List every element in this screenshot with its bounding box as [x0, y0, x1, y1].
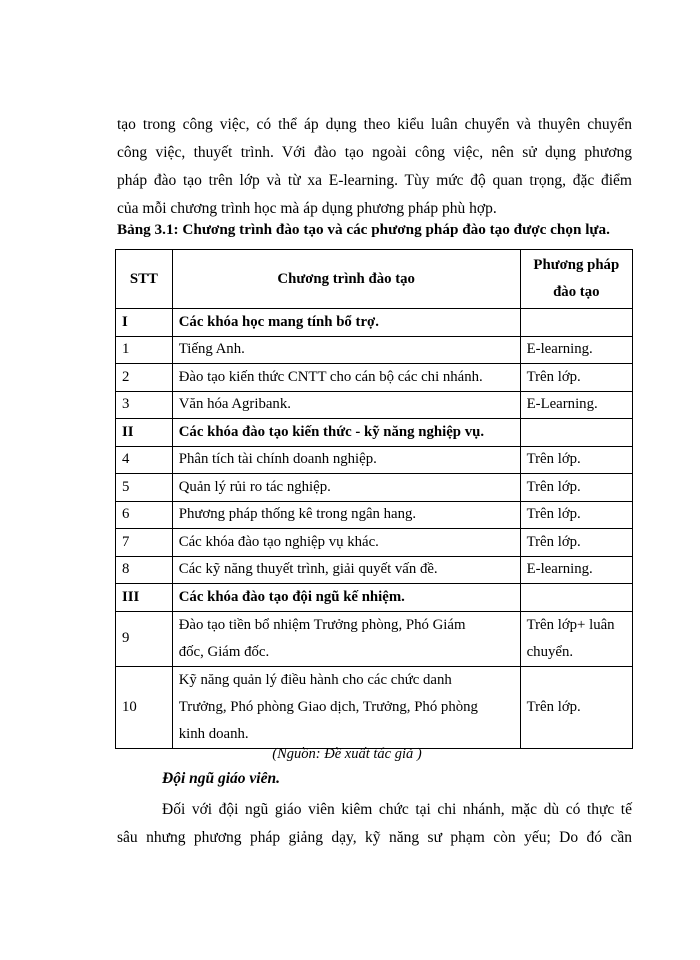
cell-method: Trên lớp.	[520, 666, 632, 748]
source-note: (Nguồn: Đề xuất tác giả )	[272, 746, 422, 762]
cell-program-line: đốc, Giám đốc.	[178, 643, 270, 660]
cell-stt: I	[116, 309, 173, 337]
body-line: sâu nhưng phương pháp giảng dạy, kỹ năng sư phạm còn yếu; Do đó cần	[117, 829, 632, 846]
intro-line: pháp đào tạo trên lớp và từ xa E-learning. Tùy mức độ quan trọng, đặc điểm	[117, 172, 632, 189]
table-row	[116, 364, 633, 392]
table-row	[116, 556, 633, 584]
cell-stt: 2	[116, 364, 173, 392]
cell-stt: 4	[116, 446, 173, 474]
cell-method: Trên lớp.	[520, 364, 632, 392]
cell-program-line: kinh doanh.	[178, 725, 249, 742]
body-line: Đối với đội ngũ giáo viên kiêm chức tại chi nhánh, mặc dù có thực tế	[162, 801, 632, 818]
intro-line: tạo trong công việc, có thể áp dụng theo kiểu luân chuyển và thuyên chuyển	[117, 116, 632, 133]
cell-stt: 7	[116, 529, 173, 557]
cell-stt: 10	[116, 666, 173, 748]
header-method-line: đào tạo	[553, 284, 600, 300]
cell-program	[172, 611, 520, 666]
table-caption: Bảng 3.1: Chương trình đào tạo và các phương pháp đào tạo được chọn lựa.	[117, 221, 610, 238]
intro-line: của mỗi chương trình học mà áp dụng phương pháp phù hợp.	[117, 200, 497, 217]
cell-method	[520, 584, 632, 612]
table-section-row	[116, 419, 633, 447]
section-subheading: Đội ngũ giáo viên.	[162, 770, 280, 787]
cell-stt: 1	[116, 336, 173, 364]
intro-line: công việc, thuyết trình. Với đào tạo ngoài công việc, nên sử dụng phương	[117, 144, 632, 161]
cell-method	[520, 611, 632, 666]
cell-program-line: Kỹ năng quản lý điều hành cho các chức danh	[178, 671, 452, 688]
cell-program: Các khóa đào tạo nghiệp vụ khác.	[172, 529, 520, 557]
table-row	[116, 529, 633, 557]
cell-method-line: Trên lớp+ luân	[526, 616, 615, 633]
cell-program: Phân tích tài chính doanh nghiệp.	[172, 446, 520, 474]
cell-program: Văn hóa Agribank.	[172, 391, 520, 419]
table-row	[116, 446, 633, 474]
cell-method: E-learning.	[520, 556, 632, 584]
table-section-row	[116, 584, 633, 612]
cell-method: Trên lớp.	[520, 474, 632, 502]
header-method-line: Phương pháp	[533, 257, 620, 273]
cell-method: E-learning.	[520, 336, 632, 364]
table-row	[116, 336, 633, 364]
cell-program: Các khóa đào tạo đội ngũ kế nhiệm.	[172, 584, 520, 612]
header-program: Chương trình đào tạo	[172, 250, 520, 309]
cell-method: Trên lớp.	[520, 446, 632, 474]
table-header-row	[116, 250, 633, 309]
cell-stt: 6	[116, 501, 173, 529]
cell-method	[520, 309, 632, 337]
cell-stt: II	[116, 419, 173, 447]
table-row	[116, 611, 633, 666]
cell-method: E-Learning.	[520, 391, 632, 419]
cell-program: Các khóa đào tạo kiến thức - kỹ năng nghiệp vụ.	[172, 419, 520, 447]
training-table	[115, 249, 633, 749]
intro-paragraph	[117, 111, 632, 223]
header-method	[520, 250, 632, 309]
cell-stt: III	[116, 584, 173, 612]
cell-program: Đào tạo kiến thức CNTT cho cán bộ các chi nhánh.	[172, 364, 520, 392]
cell-program-line: Trưởng, Phó phòng Giao dịch, Trưởng, Phó phòng	[178, 698, 478, 715]
cell-program	[172, 666, 520, 748]
table-section-row	[116, 309, 633, 337]
cell-stt: 8	[116, 556, 173, 584]
cell-stt: 3	[116, 391, 173, 419]
cell-program: Tiếng Anh.	[172, 336, 520, 364]
cell-method: Trên lớp.	[520, 529, 632, 557]
table-row	[116, 666, 633, 748]
cell-program: Phương pháp thống kê trong ngân hang.	[172, 501, 520, 529]
cell-stt: 5	[116, 474, 173, 502]
cell-program: Các khóa học mang tính bổ trợ.	[172, 309, 520, 337]
cell-method: Trên lớp.	[520, 501, 632, 529]
cell-stt: 9	[116, 611, 173, 666]
cell-program-line: Đào tạo tiền bổ nhiệm Trưởng phòng, Phó Giám	[178, 616, 466, 633]
table-row	[116, 501, 633, 529]
table-row	[116, 474, 633, 502]
cell-method	[520, 419, 632, 447]
header-stt: STT	[116, 250, 173, 309]
cell-program: Quản lý rủi ro tác nghiệp.	[172, 474, 520, 502]
cell-method-line: chuyển.	[526, 643, 574, 660]
table-row	[116, 391, 633, 419]
cell-program: Các kỹ năng thuyết trình, giải quyết vấn đề.	[172, 556, 520, 584]
body-paragraph	[117, 796, 632, 852]
